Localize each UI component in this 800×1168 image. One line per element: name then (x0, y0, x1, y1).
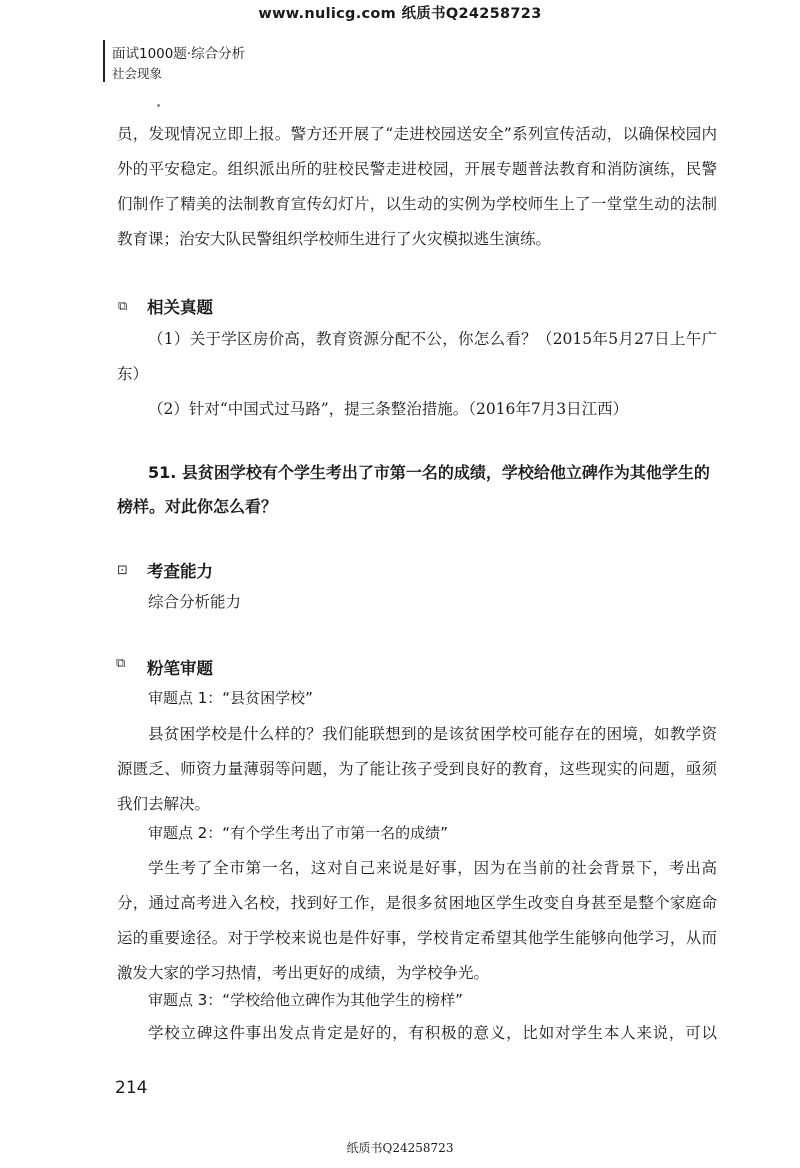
analysis-heading: 粉笔审题 (147, 659, 213, 678)
related-question-2: （2）针对“中国式过马路”，提三条整治措施。（2016年7月3日江西） (148, 400, 629, 418)
ability-text: 综合分析能力 (148, 593, 242, 611)
analysis-icon: ⧉ (116, 656, 126, 671)
ability-icon: ⊡ (117, 563, 128, 578)
related-questions-heading: 相关真题 (147, 298, 213, 317)
watermark-top: www.nulicg.com 纸质书Q24258723 (258, 6, 542, 22)
ability-heading: 考查能力 (147, 562, 213, 581)
footer-watermark: 纸质书Q24258723 (346, 1141, 454, 1155)
related-question-1: （1）关于学区房价高，教育资源分配不公，你怎么看？（2015年5月27日上午广东） (117, 330, 717, 383)
page-number: 214 (115, 1078, 148, 1098)
intro-paragraph: 员，发现情况立即上报。警方还开展了“走进校园送安全”系列宣传活动，以确保校园内外的平安稳定。组织派出所的驻校民警走进校园，开展专题普法教育和消防演练，民警们制作了精美的法制教育宣传幻灯片，以生动的实例为学校师生上了一堂堂生动的法制教育课；治安大队民警组织学校师生进行了火灾模拟逃生演练。 (117, 125, 717, 248)
related-questions-icon: ⧉ (118, 299, 128, 314)
header-section: 社会现象 (112, 66, 163, 81)
analysis-point-2-title: 审题点 2：“有个学生考出了市第一名的成绩” (148, 824, 448, 842)
analysis-point-1-title: 审题点 1：“县贫困学校” (148, 689, 313, 707)
header-book-title: 面试1000题·综合分析 (112, 46, 246, 62)
analysis-point-1-text: 县贫困学校是什么样的？我们能联想到的是该贫困学校可能存在的困境，如教学资源匮乏、师资力量薄弱等问题，为了能让孩子受到良好的教育，这些现实的问题，亟须我们去解决。 (117, 725, 717, 813)
header-bar (103, 40, 105, 82)
analysis-point-3-title: 审题点 3：“学校给他立碑作为其他学生的榜样” (148, 991, 463, 1009)
speck (157, 104, 160, 107)
analysis-point-2-text: 学生考了全市第一名，这对自己来说是好事，因为在当前的社会背景下，考出高分，通过高考进入名校，找到好工作，是很多贫困地区学生改变自身甚至是整个家庭命运的重要途径。对于学校来说也是件好事，学校肯定希望其他学生能够向他学习，从而激发大家的学习热情，考出更好的成绩，为学校争光。 (117, 859, 717, 982)
question-51: 51. 县贫困学校有个学生考出了市第一名的成绩，学校给他立碑作为其他学生的榜样。对此你怎么看？ (117, 463, 710, 516)
analysis-point-3-text: 学校立碑这件事出发点肯定是好的，有积极的意义，比如对学生本人来说，可以 (148, 1024, 717, 1042)
